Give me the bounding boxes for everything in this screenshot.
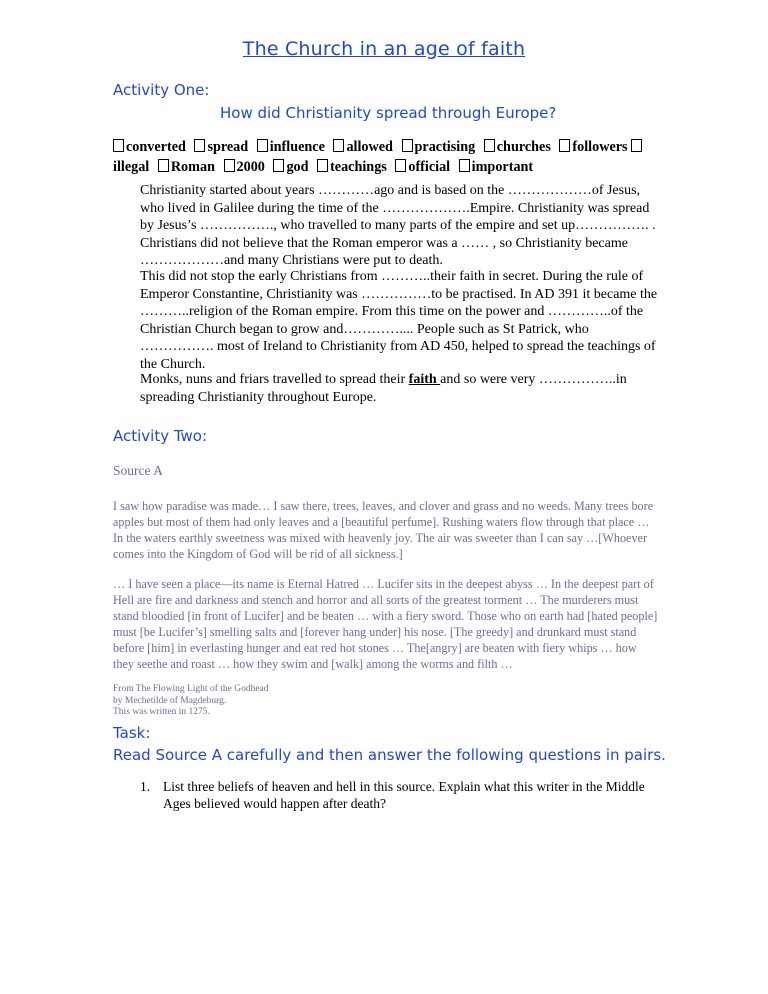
word-bank-item[interactable]: 2000: [224, 159, 265, 175]
word-bank-item[interactable]: teachings: [317, 159, 387, 175]
question-text: List three beliefs of heaven and hell in this source. Explain what this writer in the Middle Ages believed would happen after death?: [163, 779, 645, 811]
word-bank-item[interactable]: illegal: [113, 159, 150, 175]
word-bank-item[interactable]: influence: [257, 139, 325, 155]
checkbox-icon: [317, 159, 328, 172]
checkbox-icon: [113, 139, 124, 152]
task-instruction: Read Source A carefully and then answer the following questions in pairs.: [113, 746, 666, 764]
word-bank-item[interactable]: god: [273, 159, 308, 175]
source-a-hell-text: … I have seen a place—its name is Eternal Hatred … Lucifer sits in the deepest abyss … In the deepest part of Hell are fire and darkness and stench and horror and all sorts of the greatest torment … The murderers must stand bloodied [in front of Lucifer] and be beaten … with a fiery sword. Those who on earth had [hated people] must [be Lucifer’s] smelling salts and [forever hang under] his nose. [The greedy] and drunkard must stand before [him] in everlasting hunger and eat red hot stones … The[angry] are beaten with fiery whips … how they seethe and roast … how they swim and [walk] among the worms and filth …: [113, 577, 658, 671]
checkbox-icon: [333, 139, 344, 152]
checkbox-icon: [459, 159, 470, 172]
question-item: [140, 778, 660, 812]
question-list: [140, 778, 660, 812]
checkbox-icon: [631, 139, 642, 152]
checkbox-icon: [484, 139, 495, 152]
word-bank-item[interactable]: practising: [402, 139, 476, 155]
word-bank-item[interactable]: important: [459, 159, 533, 175]
checkbox-icon: [402, 139, 413, 152]
checkbox-icon: [224, 159, 235, 172]
checkbox-icon: [273, 159, 284, 172]
activity-two-heading: Activity Two:: [113, 427, 208, 445]
checkbox-icon: [158, 159, 169, 172]
source-a-heaven-text: I saw how paradise was made… I saw there, trees, leaves, and clover and grass and no weeds. Many trees bore apples but most of them had only leaves and a [beautiful perfume]. Rushing waters flow through that place …In the waters earthly sweetness was mixed with heavenly joy. The air was sweeter than I can say …[Whoever comes into the Kingdom of God will be rid of all sickness.]: [113, 499, 654, 561]
word-bank-item[interactable]: converted: [113, 139, 186, 155]
checkbox-icon: [257, 139, 268, 152]
activity-one-question: How did Christianity spread through Europe?: [220, 104, 557, 122]
source-a-label: Source A: [113, 463, 163, 478]
checkbox-icon: [559, 139, 570, 152]
word-bank-item[interactable]: spread: [194, 139, 248, 155]
page-title: The Church in an age of faith: [242, 38, 526, 60]
activity-one-heading: Activity One:: [113, 81, 210, 99]
word-bank-item[interactable]: official: [395, 159, 450, 175]
word-bank-item[interactable]: churches: [484, 139, 551, 155]
checkbox-icon: [194, 139, 205, 152]
word-bank-item[interactable]: followers: [559, 139, 644, 155]
source-citation: From The Flowing Light of the Godhead by Mechetilde of Magdeburg. This was written in 1275.: [113, 684, 269, 717]
word-bank: [113, 137, 673, 177]
checkbox-icon: [395, 159, 406, 172]
cloze-paragraph-2: This did not stop the early Christians from ………..their faith in secret. During the rule of Emperor Constantine, Christianity was ……………to be practised. In AD 391 it became the ………..religion of the Roman empire. From this time on the power and …………..of the Christian Church began to grow and………….... People such as St Patrick, who ……………. most of Ireland to Christianity from AD 450, helped to spread the teachings of the Church.: [140, 269, 658, 372]
cloze-paragraph-3: Monks, nuns and friars travelled to spread their faith and so were very ……………..in spreading Christianity throughout Europe.: [140, 372, 627, 405]
word-bank-item[interactable]: allowed: [333, 139, 393, 155]
cloze-paragraph-1: Christianity started about years …………ago and is based on the ………………of Jesus, who lived in Galilee during the time of the ……………….Empire. Christianity was spread by Jesus’s ……………., who travelled to many parts of the empire and set up……………. . Christians did not believe that the Roman emperor was a …… , so Christianity became ………………and many Christians were put to death.: [140, 183, 656, 268]
question-number: 1.: [140, 779, 151, 794]
faith-word: faith: [408, 372, 441, 387]
word-bank-item[interactable]: Roman: [158, 159, 215, 175]
task-heading: Task:: [113, 724, 151, 742]
